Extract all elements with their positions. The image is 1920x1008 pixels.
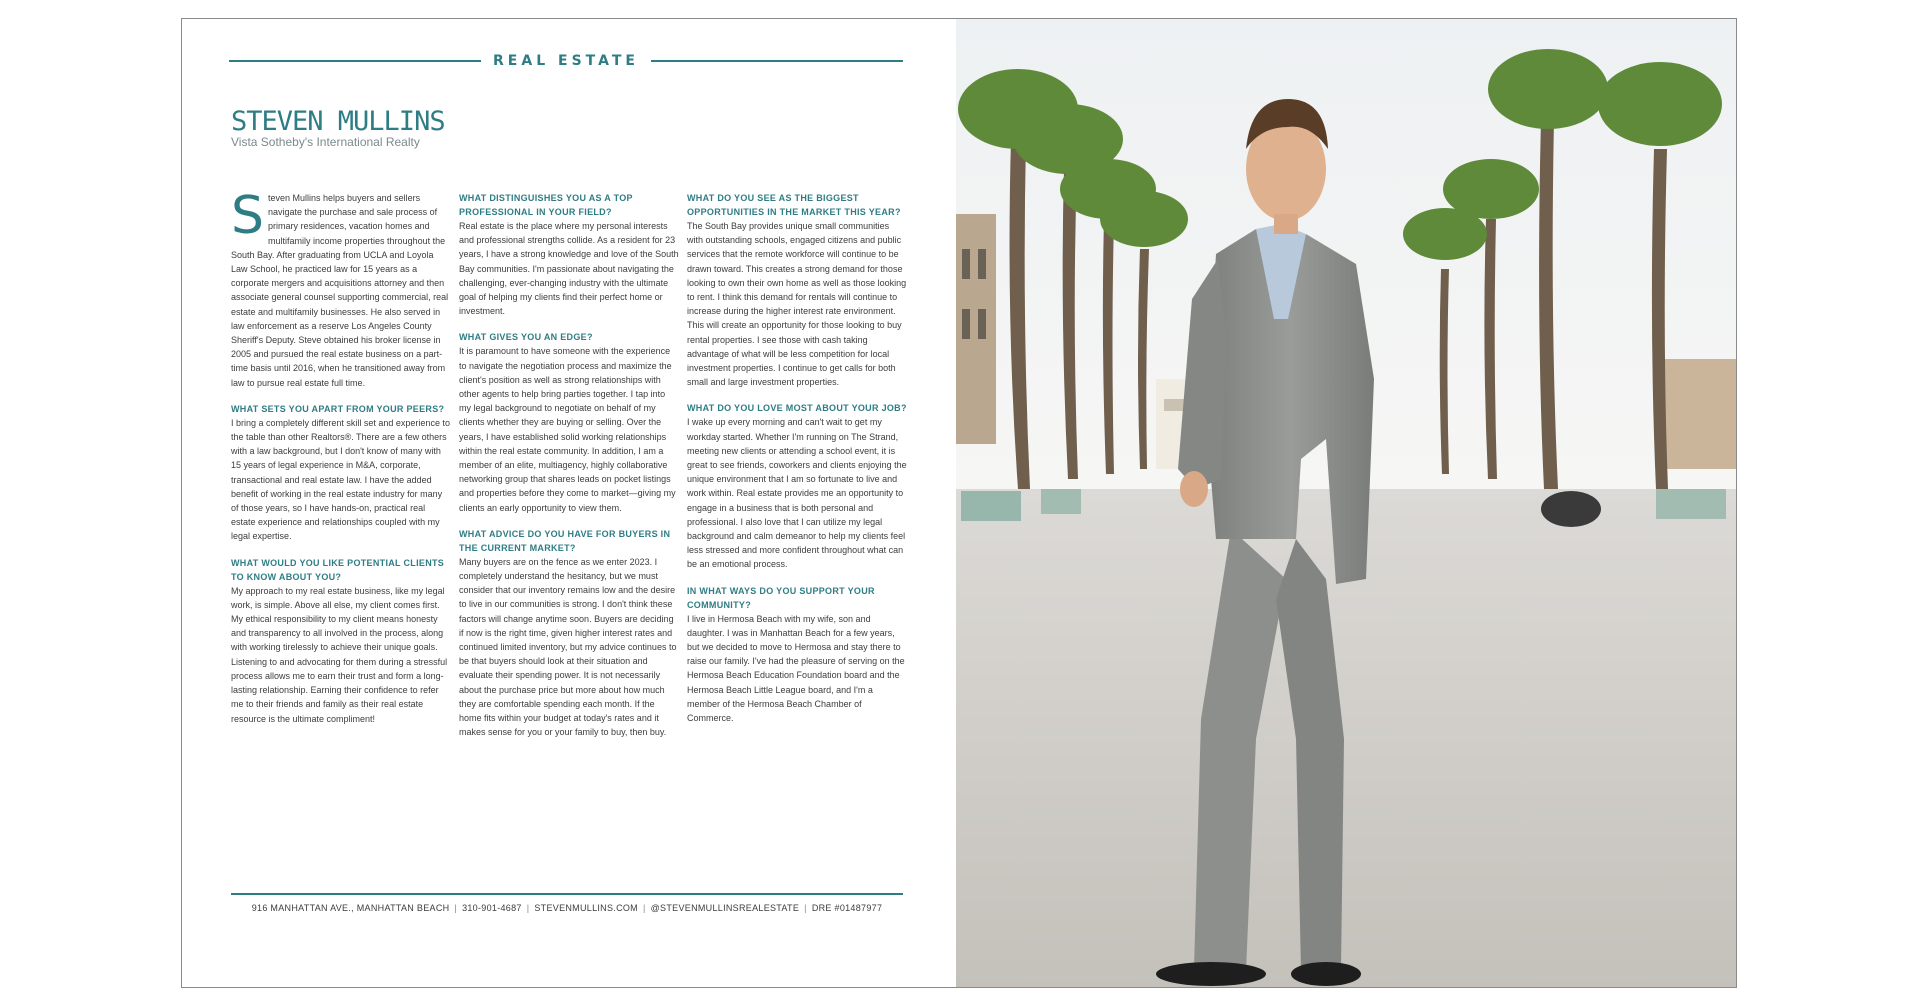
- section-label: REAL ESTATE: [493, 53, 639, 69]
- building: [1656, 359, 1737, 469]
- question-heading: WHAT WOULD YOU LIKE POTENTIAL CLIENTS TO KNOW ABOUT YOU?: [231, 557, 445, 582]
- question-heading: IN WHAT WAYS DO YOU SUPPORT YOUR COMMUNITY?: [687, 585, 875, 610]
- question-heading: WHAT DISTINGUISHES YOU AS A TOP PROFESSIONAL IN YOUR FIELD?: [459, 193, 633, 217]
- footer-separator: |: [454, 903, 458, 913]
- header-rule-left: [229, 60, 481, 62]
- answer-text: Real estate is the place where my personal interests and professional strengths collide. As a resident for 23 years, I have a strong knowledge and love of the South Bay communities. I'm passionate about navigating the challenging, ever-changing industry with the ultimate goal of helping my clients find their perfect home or investment.: [459, 221, 679, 317]
- intro-text: teven Mullins helps buyers and sellers navigate the purchase and sale process of primary residences, vacation homes and multifamily income properties throughout the South Bay. After graduating from UCLA and Loyola Law School, he practiced law for 15 years as a corporate mergers and acquisitions attorney and then associate general counsel supporting commercial, real estate and multifamily businesses. He also served in law enforcement as a reserve Los Angeles County Sheriff's Deputy. Steve obtained his broker license in 2005 and pursued the real estate business on a part-time basis until 2016, when he transitioned away from law to pursue real estate full time.: [231, 193, 449, 388]
- bench: [1041, 489, 1081, 514]
- answer-text: I live in Hermosa Beach with my wife, son and daughter. I was in Manhattan Beach for a few years, but we decided to move to Hermosa and stay there to raise our family. I've had the pleasure of serving on the Hermosa Beach Education Foundation board and the Hermosa Beach Little League board, and I'm a member of the Hermosa Beach Chamber of Commerce.: [687, 613, 905, 724]
- footer-social[interactable]: @STEVENMULLINSREALESTATE: [650, 903, 800, 913]
- answer-text: It is paramount to have someone with the experience to navigate the negotiation process and maximize the client's position as well as strong relationships with other agents to help bring parties together. I tap into my legal background to negotiate on behalf of my clients whether they are buying or selling. Over the years, I have established solid working relationships within the real estate community. In addition, I am a member of an elite, multiagency, highly collaborative networking group that shares leads on pocket listings and properties before they come to market—giving my clients an early opportunity to view them.: [459, 346, 676, 513]
- section-header: [229, 51, 903, 71]
- answer-text: I wake up every morning and can't wait to get my workday started. Whether I'm running on The Strand, meeting new clients or attending a school event, it is great to see friends, coworkers and clients enjoying the unique environment that I am so fortunate to live and work within. Real estate provides me an opportunity to engage in a business that is both personal and professional. I also love that I can utilize my legal background and calm demeanor to help my clients feel less stressed and more confident throughout what can be an emotional process.: [687, 417, 907, 570]
- photo-page: [956, 19, 1737, 987]
- contact-footer: [231, 903, 903, 913]
- bench: [1656, 489, 1726, 519]
- answer-text: Many buyers are on the fence as we enter 2023. I completely understand the hesitancy, but we must consider that our inventory remains low and the desire to live in our communities is strong. I don't think these factors will change anytime soon. Buyers are deciding if now is the right time, given higher interest rates and continued limited inventory, but my advice continues to be that buyers should look at their situation and evaluate their spending power. It is not necessarily about the purchase price but more about how much they are comfortable spending each month. If the home fits within your budget at today's rates and it makes sense for you or your family to buy, then buy.: [459, 556, 677, 738]
- header-rule-right: [651, 60, 903, 62]
- question-heading: WHAT DO YOU SEE AS THE BIGGEST OPPORTUNITIES IN THE MARKET THIS YEAR?: [687, 193, 901, 217]
- intro-paragraph: [231, 186, 451, 390]
- question-heading: WHAT SETS YOU APART FROM YOUR PEERS?: [231, 403, 445, 414]
- article-column-2: [459, 191, 679, 752]
- bench: [961, 491, 1021, 521]
- photo-illustration: [956, 19, 1737, 987]
- footer-separator: |: [642, 903, 646, 913]
- answer-text: The South Bay provides unique small communities with outstanding schools, engaged citizens and public services that the remote workforce will continue to be drawn toward. This creates a strong demand for those looking to own their own home as well as those looking to rent. I think this demand for rentals will continue to increase during the higher interest rate environment. This will create an opportunity for those looking to buy rental properties. I see those with cash taking advantage of what will be less competition for local investment properties. I continue to get calls for both small and large investment properties.: [687, 221, 907, 388]
- footer-phone[interactable]: 310-901-4687: [462, 903, 522, 913]
- question-heading: WHAT DO YOU LOVE MOST ABOUT YOUR JOB?: [687, 403, 907, 414]
- motorcycle: [1541, 491, 1601, 527]
- footer-rule: [231, 893, 903, 895]
- footer-dre: DRE #01487977: [811, 903, 883, 913]
- footer-website[interactable]: STEVENMULLINS.COM: [534, 903, 638, 913]
- article-column-3: [687, 191, 907, 737]
- footer-address: 916 MANHATTAN AVE., MANHATTAN BEACH: [251, 903, 450, 913]
- answer-text: I bring a completely different skill set and experience to the table than other Realtors®. There are a few others with a law background, but I don't know of many with 15 years of legal experience in M&A, corporate, transactional and real estate law. I have the added benefit of working in the real estate industry for many of those years, so I have hands-on, practical real estate experience and relationships coupled with my legal expertise.: [231, 417, 450, 542]
- article-page: [182, 19, 956, 987]
- agent-photo: [956, 19, 1737, 987]
- question-heading: WHAT GIVES YOU AN EDGE?: [459, 332, 593, 343]
- question-heading: WHAT ADVICE DO YOU HAVE FOR BUYERS IN THE CURRENT MARKET?: [459, 528, 671, 553]
- article-column-1: [231, 186, 451, 738]
- agent-name: STEVEN MULLINS: [231, 106, 445, 137]
- answer-text: My approach to my real estate business, like my legal work, is simple. Above all else, my client comes first. My ethical responsibility to my client means honesty and transparency to all involved in the process, along with working tirelessly to achieve their unique goals. Listening to and advocating for them during a stressful process allows me to earn their trust and form a long-lasting relationship. Earning their confidence to refer me to their friends and family as their real estate resource is the ultimate compliment!: [231, 585, 448, 724]
- drop-cap: S: [231, 186, 265, 246]
- magazine-spread: [181, 18, 1737, 988]
- footer-separator: |: [804, 903, 807, 913]
- footer-separator: |: [526, 903, 530, 913]
- agent-company: Vista Sotheby's International Realty: [231, 135, 420, 149]
